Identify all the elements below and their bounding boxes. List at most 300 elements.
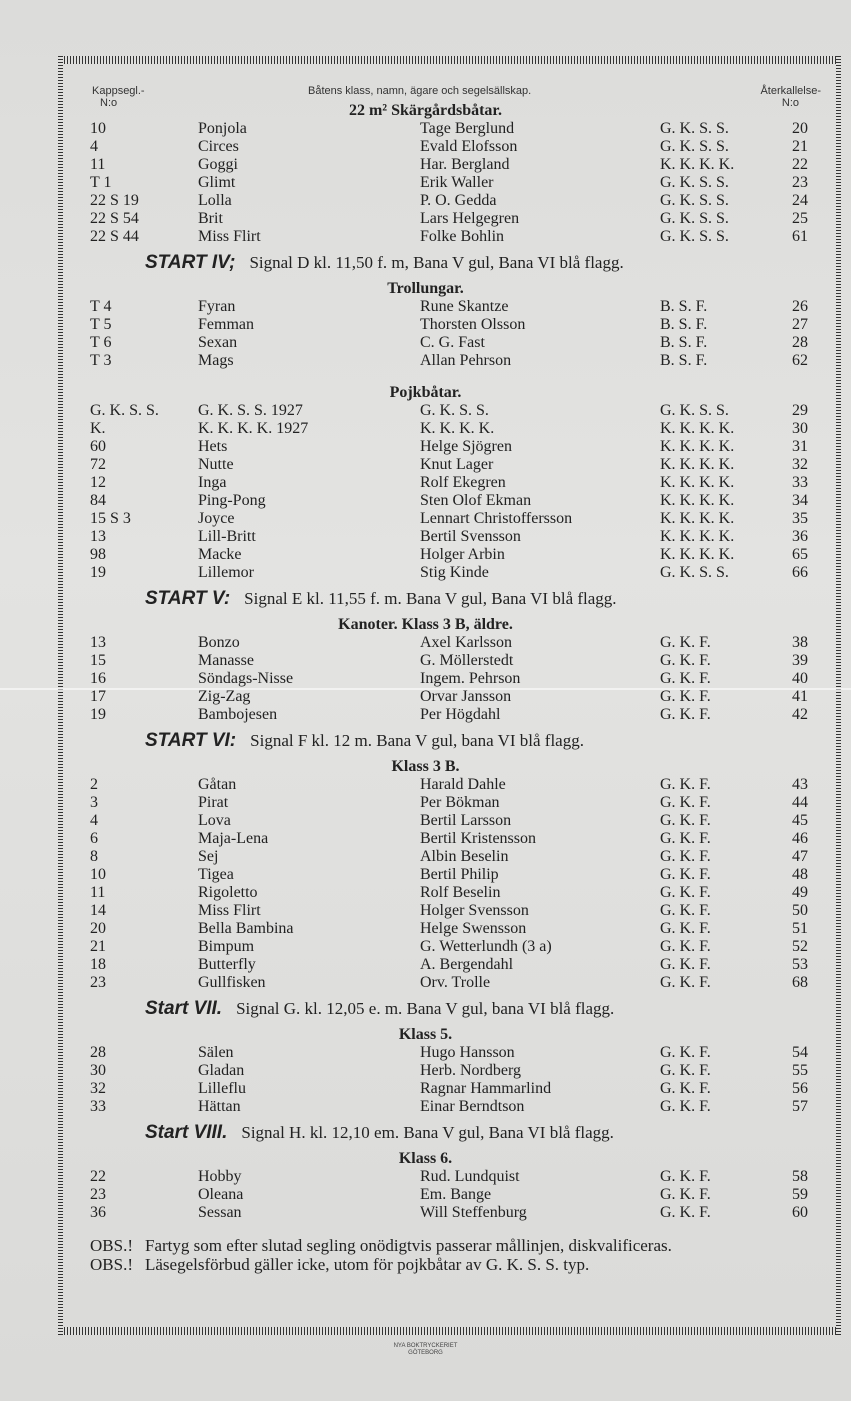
recall-number: 49 bbox=[792, 884, 808, 901]
table-row bbox=[0, 830, 851, 848]
race-number: 4 bbox=[90, 812, 98, 829]
class-title: Klass 5. bbox=[398, 1026, 453, 1043]
section-gap bbox=[0, 370, 851, 384]
start-label: Start VIII. bbox=[145, 1122, 228, 1143]
bottom-border-rule bbox=[58, 1327, 841, 1335]
club: K. K. K. K. bbox=[660, 492, 735, 509]
boat-name: Inga bbox=[198, 474, 227, 491]
race-number: 22 bbox=[90, 1168, 106, 1185]
owner-name: Rud. Lundquist bbox=[420, 1168, 520, 1185]
owner-name: Lennart Christoffersson bbox=[420, 510, 573, 527]
boat-name: Lilleflu bbox=[198, 1080, 246, 1097]
recall-number: 42 bbox=[792, 706, 808, 723]
table-row bbox=[0, 334, 851, 352]
class-title: Klass 3 B. bbox=[391, 758, 460, 775]
recall-number: 61 bbox=[792, 228, 808, 245]
club: K. K. K. K. bbox=[660, 420, 735, 437]
table-row bbox=[0, 1062, 851, 1080]
table-row bbox=[0, 174, 851, 192]
boat-name: Hobby bbox=[198, 1168, 242, 1185]
owner-name: Ingem. Pehrson bbox=[420, 670, 521, 687]
table-row bbox=[0, 546, 851, 564]
owner-name: G. Möllerstedt bbox=[420, 652, 514, 669]
race-number: 6 bbox=[90, 830, 98, 847]
club: G. K. F. bbox=[660, 1098, 711, 1115]
boat-name: Ponjola bbox=[198, 120, 247, 137]
table-row bbox=[0, 956, 851, 974]
table-row bbox=[0, 688, 851, 706]
boat-name: Sej bbox=[198, 848, 219, 865]
race-number: 3 bbox=[90, 794, 98, 811]
club: B. S. F. bbox=[660, 334, 708, 351]
race-number: 22 S 19 bbox=[90, 192, 139, 209]
table-row bbox=[0, 138, 851, 156]
boat-name: Lova bbox=[198, 812, 231, 829]
boat-name: Miss Flirt bbox=[198, 902, 261, 919]
recall-number: 47 bbox=[792, 848, 808, 865]
race-number: G. K. S. S. bbox=[90, 402, 159, 419]
start-label: Start VII. bbox=[145, 998, 223, 1019]
boat-name: Oleana bbox=[198, 1186, 244, 1203]
owner-name: Bertil Philip bbox=[420, 866, 499, 883]
race-number: 72 bbox=[90, 456, 106, 473]
recall-number: 50 bbox=[792, 902, 808, 919]
table-row bbox=[0, 564, 851, 582]
club: G. K. S. S. bbox=[660, 210, 729, 227]
owner-name: Evald Elofsson bbox=[420, 138, 518, 155]
boat-name: Bella Bambina bbox=[198, 920, 294, 937]
boat-name: Pirat bbox=[198, 794, 229, 811]
recall-number: 44 bbox=[792, 794, 808, 811]
table-row bbox=[0, 794, 851, 812]
club: G. K. F. bbox=[660, 956, 711, 973]
race-number: 22 S 44 bbox=[90, 228, 139, 245]
club: G. K. F. bbox=[660, 1062, 711, 1079]
club: G. K. S. S. bbox=[660, 402, 729, 419]
club: G. K. F. bbox=[660, 1080, 711, 1097]
boat-name: Joyce bbox=[198, 510, 235, 527]
boat-name: K. K. K. K. 1927 bbox=[198, 420, 309, 437]
owner-name: Ragnar Hammarlind bbox=[420, 1080, 552, 1097]
owner-name: G. K. S. S. bbox=[420, 402, 489, 419]
recall-number: 60 bbox=[792, 1204, 808, 1221]
club: B. S. F. bbox=[660, 352, 708, 369]
owner-name: Allan Pehrson bbox=[420, 352, 512, 369]
club: B. S. F. bbox=[660, 316, 708, 333]
table-row bbox=[0, 210, 851, 228]
table-row bbox=[0, 298, 851, 316]
race-number: 11 bbox=[90, 884, 106, 901]
owner-name: Bertil Larsson bbox=[420, 812, 512, 829]
race-listing bbox=[0, 102, 851, 1274]
recall-number: 54 bbox=[792, 1044, 808, 1061]
table-row bbox=[0, 528, 851, 546]
boat-name: Ping-Pong bbox=[198, 492, 266, 509]
recall-number: 21 bbox=[792, 138, 808, 155]
club: G. K. S. S. bbox=[660, 564, 729, 581]
boat-name: Macke bbox=[198, 546, 242, 563]
recall-number: 68 bbox=[792, 974, 808, 991]
table-row bbox=[0, 156, 851, 174]
owner-name: C. G. Fast bbox=[420, 334, 485, 351]
recall-number: 65 bbox=[792, 546, 808, 563]
boat-name: Maja-Lena bbox=[198, 830, 269, 847]
owner-name: Em. Bange bbox=[420, 1186, 492, 1203]
owner-name: Tage Berglund bbox=[420, 120, 515, 137]
table-row bbox=[0, 420, 851, 438]
header-race-number: Kappsegl.- N:o bbox=[92, 85, 145, 109]
boat-name: Zig-Zag bbox=[198, 688, 251, 705]
club: G. K. S. S. bbox=[660, 120, 729, 137]
recall-number: 52 bbox=[792, 938, 808, 955]
club: G. K. F. bbox=[660, 974, 711, 991]
recall-number: 39 bbox=[792, 652, 808, 669]
table-row bbox=[0, 456, 851, 474]
owner-name: Helge Swensson bbox=[420, 920, 527, 937]
club: G. K. F. bbox=[660, 634, 711, 651]
club: G. K. F. bbox=[660, 706, 711, 723]
start-signal: Signal G. kl. 12,05 e. m. Bana V gul, bana VI blå flagg. bbox=[236, 999, 615, 1018]
club: G. K. F. bbox=[660, 1044, 711, 1061]
owner-name: Rolf Beselin bbox=[420, 884, 501, 901]
race-number: T 6 bbox=[90, 334, 112, 351]
start-signal: Signal D kl. 11,50 f. m, Bana V gul, Bana VI blå flagg. bbox=[249, 253, 624, 272]
table-row bbox=[0, 492, 851, 510]
recall-number: 36 bbox=[792, 528, 808, 545]
owner-name: Harald Dahle bbox=[420, 776, 506, 793]
table-row bbox=[0, 438, 851, 456]
table-row bbox=[0, 228, 851, 246]
owner-name: Rune Skantze bbox=[420, 298, 509, 315]
start-label: START VI: bbox=[145, 730, 237, 751]
owner-name: Erik Waller bbox=[420, 174, 494, 191]
boat-name: Miss Flirt bbox=[198, 228, 261, 245]
start-line bbox=[0, 724, 851, 758]
owner-name: Einar Berndtson bbox=[420, 1098, 525, 1115]
club: G. K. F. bbox=[660, 920, 711, 937]
race-number: 36 bbox=[90, 1204, 106, 1221]
owner-name: Bertil Svensson bbox=[420, 528, 521, 545]
club: G. K. F. bbox=[660, 866, 711, 883]
table-row bbox=[0, 652, 851, 670]
recall-number: 58 bbox=[792, 1168, 808, 1185]
start-signal: Signal H. kl. 12,10 em. Bana V gul, Bana VI blå flagg. bbox=[241, 1123, 614, 1142]
boat-name: Sessan bbox=[198, 1204, 242, 1221]
table-row bbox=[0, 1098, 851, 1116]
recall-number: 59 bbox=[792, 1186, 808, 1203]
boat-name: Gullfisken bbox=[198, 974, 266, 991]
boat-name: Femman bbox=[198, 316, 254, 333]
club: G. K. F. bbox=[660, 938, 711, 955]
race-number: 98 bbox=[90, 546, 106, 563]
boat-name: Tigea bbox=[198, 866, 234, 883]
recall-number: 57 bbox=[792, 1098, 808, 1115]
race-number: 16 bbox=[90, 670, 106, 687]
recall-number: 46 bbox=[792, 830, 808, 847]
table-row bbox=[0, 402, 851, 420]
race-number: 23 bbox=[90, 1186, 106, 1203]
boat-name: Rigoletto bbox=[198, 884, 258, 901]
start-line bbox=[0, 246, 851, 280]
club: G. K. S. S. bbox=[660, 138, 729, 155]
boat-name: Söndags-Nisse bbox=[198, 670, 294, 687]
club: K. K. K. K. bbox=[660, 438, 735, 455]
race-number: 18 bbox=[90, 956, 106, 973]
recall-number: 29 bbox=[792, 402, 808, 419]
club: K. K. K. K. bbox=[660, 474, 735, 491]
obs-note bbox=[0, 1255, 851, 1274]
start-label: START IV; bbox=[145, 252, 236, 273]
owner-name: Helge Sjögren bbox=[420, 438, 512, 455]
owner-name: Holger Arbin bbox=[420, 546, 505, 563]
recall-number: 22 bbox=[792, 156, 808, 173]
club: K. K. K. K. bbox=[660, 510, 735, 527]
section-gap bbox=[0, 1222, 851, 1236]
race-number: 8 bbox=[90, 848, 98, 865]
race-number: 14 bbox=[90, 902, 106, 919]
club: K. K. K. K. bbox=[660, 456, 735, 473]
table-row bbox=[0, 812, 851, 830]
race-number: 15 S 3 bbox=[90, 510, 131, 527]
recall-number: 31 bbox=[792, 438, 808, 455]
boat-name: Lill-Britt bbox=[198, 528, 256, 545]
recall-number: 62 bbox=[792, 352, 808, 369]
club: G. K. S. S. bbox=[660, 192, 729, 209]
boat-name: G. K. S. S. 1927 bbox=[198, 402, 303, 419]
recall-number: 24 bbox=[792, 192, 808, 209]
race-number: 12 bbox=[90, 474, 106, 491]
table-row bbox=[0, 510, 851, 528]
owner-name: Orv. Trolle bbox=[420, 974, 491, 991]
recall-number: 20 bbox=[792, 120, 808, 137]
boat-name: Sexan bbox=[198, 334, 238, 351]
boat-name: Circes bbox=[198, 138, 239, 155]
recall-number: 48 bbox=[792, 866, 808, 883]
club: G. K. F. bbox=[660, 1168, 711, 1185]
class-title: 22 m² Skärgårdsbåtar. bbox=[348, 102, 503, 119]
owner-name: Hugo Hansson bbox=[420, 1044, 515, 1061]
race-number: 15 bbox=[90, 652, 106, 669]
owner-name: K. K. K. K. bbox=[420, 420, 495, 437]
club: K. K. K. K. bbox=[660, 156, 735, 173]
table-row bbox=[0, 938, 851, 956]
owner-name: Per Bökman bbox=[420, 794, 500, 811]
start-signal: Signal F kl. 12 m. Bana V gul, bana VI blå flagg. bbox=[250, 731, 584, 750]
club: G. K. F. bbox=[660, 830, 711, 847]
race-number: 32 bbox=[90, 1080, 106, 1097]
race-number: 23 bbox=[90, 974, 106, 991]
owner-name: Orvar Jansson bbox=[420, 688, 512, 705]
owner-name: Sten Olof Ekman bbox=[420, 492, 532, 509]
header-boat-info: Båtens klass, namn, ägare och segelsällskap. bbox=[308, 85, 532, 97]
table-row bbox=[0, 352, 851, 370]
recall-number: 40 bbox=[792, 670, 808, 687]
race-number: 60 bbox=[90, 438, 106, 455]
table-row bbox=[0, 1204, 851, 1222]
boat-name: Lillemor bbox=[198, 564, 254, 581]
club: G. K. F. bbox=[660, 848, 711, 865]
race-number: T 3 bbox=[90, 352, 112, 369]
table-row bbox=[0, 848, 851, 866]
start-line bbox=[0, 1116, 851, 1150]
race-number: 2 bbox=[90, 776, 98, 793]
owner-name: Folke Bohlin bbox=[420, 228, 505, 245]
boat-name: Manasse bbox=[198, 652, 254, 669]
club: G. K. S. S. bbox=[660, 228, 729, 245]
recall-number: 43 bbox=[792, 776, 808, 793]
owner-name: Stig Kinde bbox=[420, 564, 489, 581]
table-row bbox=[0, 920, 851, 938]
obs-text: Läsegelsförbud gäller icke, utom för pojkbåtar av G. K. S. S. typ. bbox=[145, 1255, 590, 1274]
obs-text: Fartyg som efter slutad segling onödigtvis passerar mållinjen, diskvalificeras. bbox=[145, 1236, 672, 1255]
race-number: 22 S 54 bbox=[90, 210, 139, 227]
class-title: Pojkbåtar. bbox=[389, 384, 462, 401]
boat-name: Bonzo bbox=[198, 634, 240, 651]
owner-name: Thorsten Olsson bbox=[420, 316, 526, 333]
table-row bbox=[0, 776, 851, 794]
boat-name: Lolla bbox=[198, 192, 232, 209]
table-row bbox=[0, 474, 851, 492]
race-number: 4 bbox=[90, 138, 98, 155]
table-row bbox=[0, 670, 851, 688]
recall-number: 35 bbox=[792, 510, 808, 527]
top-border-rule bbox=[58, 56, 841, 64]
boat-name: Bambojesen bbox=[198, 706, 278, 723]
owner-name: Rolf Ekegren bbox=[420, 474, 506, 491]
obs-label: OBS.! bbox=[90, 1255, 133, 1274]
owner-name: Will Steffenburg bbox=[420, 1204, 527, 1221]
recall-number: 56 bbox=[792, 1080, 808, 1097]
race-number: T 4 bbox=[90, 298, 112, 315]
club: G. K. F. bbox=[660, 670, 711, 687]
class-title: Kanoter. Klass 3 B, äldre. bbox=[338, 616, 513, 633]
race-number: 21 bbox=[90, 938, 106, 955]
table-row bbox=[0, 192, 851, 210]
table-row bbox=[0, 1044, 851, 1062]
owner-name: Albin Beselin bbox=[420, 848, 509, 865]
table-row bbox=[0, 974, 851, 992]
start-line bbox=[0, 582, 851, 616]
recall-number: 34 bbox=[792, 492, 808, 509]
club: K. K. K. K. bbox=[660, 528, 735, 545]
race-number: K. bbox=[90, 420, 106, 437]
table-row bbox=[0, 866, 851, 884]
recall-number: 38 bbox=[792, 634, 808, 651]
owner-name: G. Wetterlundh (3 a) bbox=[420, 938, 552, 955]
owner-name: Holger Svensson bbox=[420, 902, 529, 919]
owner-name: Per Högdahl bbox=[420, 706, 501, 723]
club: G. K. F. bbox=[660, 1186, 711, 1203]
start-line bbox=[0, 992, 851, 1026]
owner-name: Bertil Kristensson bbox=[420, 830, 536, 847]
boat-name: Mags bbox=[198, 352, 234, 369]
race-number: 84 bbox=[90, 492, 106, 509]
header-recall-number: Återkallelse- N:o bbox=[760, 85, 821, 109]
race-number: 19 bbox=[90, 706, 106, 723]
recall-number: 26 bbox=[792, 298, 808, 315]
owner-name: Herb. Nordberg bbox=[420, 1062, 522, 1079]
boat-name: Hets bbox=[198, 438, 228, 455]
boat-name: Brit bbox=[198, 210, 223, 227]
club: G. K. F. bbox=[660, 884, 711, 901]
club: G. K. S. S. bbox=[660, 174, 729, 191]
club: G. K. F. bbox=[660, 652, 711, 669]
table-row bbox=[0, 1186, 851, 1204]
race-number: 20 bbox=[90, 920, 106, 937]
race-number: T 5 bbox=[90, 316, 112, 333]
recall-number: 27 bbox=[792, 316, 808, 333]
club: G. K. F. bbox=[660, 1204, 711, 1221]
recall-number: 30 bbox=[792, 420, 808, 437]
recall-number: 55 bbox=[792, 1062, 808, 1079]
boat-name: Fyran bbox=[198, 298, 236, 315]
obs-note bbox=[0, 1236, 851, 1255]
club: B. S. F. bbox=[660, 298, 708, 315]
owner-name: P. O. Gedda bbox=[420, 192, 497, 209]
recall-number: 23 bbox=[792, 174, 808, 191]
owner-name: Axel Karlsson bbox=[420, 634, 512, 651]
boat-name: Sälen bbox=[198, 1044, 234, 1061]
race-number: 10 bbox=[90, 120, 106, 137]
table-row bbox=[0, 120, 851, 138]
boat-name: Nutte bbox=[198, 456, 234, 473]
recall-number: 28 bbox=[792, 334, 808, 351]
class-title: Klass 6. bbox=[398, 1150, 453, 1167]
race-number: 19 bbox=[90, 564, 106, 581]
club: G. K. F. bbox=[660, 688, 711, 705]
owner-name: A. Bergendahl bbox=[420, 956, 514, 973]
club: G. K. F. bbox=[660, 776, 711, 793]
table-row bbox=[0, 884, 851, 902]
race-number: 30 bbox=[90, 1062, 106, 1079]
start-label: START V: bbox=[145, 588, 231, 609]
race-number: 33 bbox=[90, 1098, 106, 1115]
table-row bbox=[0, 316, 851, 334]
recall-number: 51 bbox=[792, 920, 808, 937]
class-title: Trollungar. bbox=[387, 280, 464, 297]
boat-name: Glimt bbox=[198, 174, 236, 191]
race-number: 13 bbox=[90, 634, 106, 651]
boat-name: Butterfly bbox=[198, 956, 256, 973]
table-row bbox=[0, 634, 851, 652]
club: G. K. F. bbox=[660, 812, 711, 829]
race-number: 28 bbox=[90, 1044, 106, 1061]
start-signal: Signal E kl. 11,55 f. m. Bana V gul, Bana VI blå flagg. bbox=[244, 589, 617, 608]
owner-name: Lars Helgegren bbox=[420, 210, 520, 227]
printer-imprint: NYA BOKTRYCKERIET GÖTEBORG bbox=[393, 1343, 458, 1356]
recall-number: 41 bbox=[792, 688, 808, 705]
race-number: 10 bbox=[90, 866, 106, 883]
boat-name: Goggi bbox=[198, 156, 238, 173]
table-row bbox=[0, 902, 851, 920]
owner-name: Knut Lager bbox=[420, 456, 494, 473]
race-number: 13 bbox=[90, 528, 106, 545]
obs-label: OBS.! bbox=[90, 1236, 133, 1255]
recall-number: 45 bbox=[792, 812, 808, 829]
recall-number: 32 bbox=[792, 456, 808, 473]
recall-number: 25 bbox=[792, 210, 808, 227]
recall-number: 33 bbox=[792, 474, 808, 491]
club: G. K. F. bbox=[660, 902, 711, 919]
boat-name: Gåtan bbox=[198, 776, 237, 793]
recall-number: 66 bbox=[792, 564, 808, 581]
table-row bbox=[0, 706, 851, 724]
race-number: 17 bbox=[90, 688, 106, 705]
club: K. K. K. K. bbox=[660, 546, 735, 563]
boat-name: Gladan bbox=[198, 1062, 245, 1079]
boat-name: Bimpum bbox=[198, 938, 255, 955]
club: G. K. F. bbox=[660, 794, 711, 811]
